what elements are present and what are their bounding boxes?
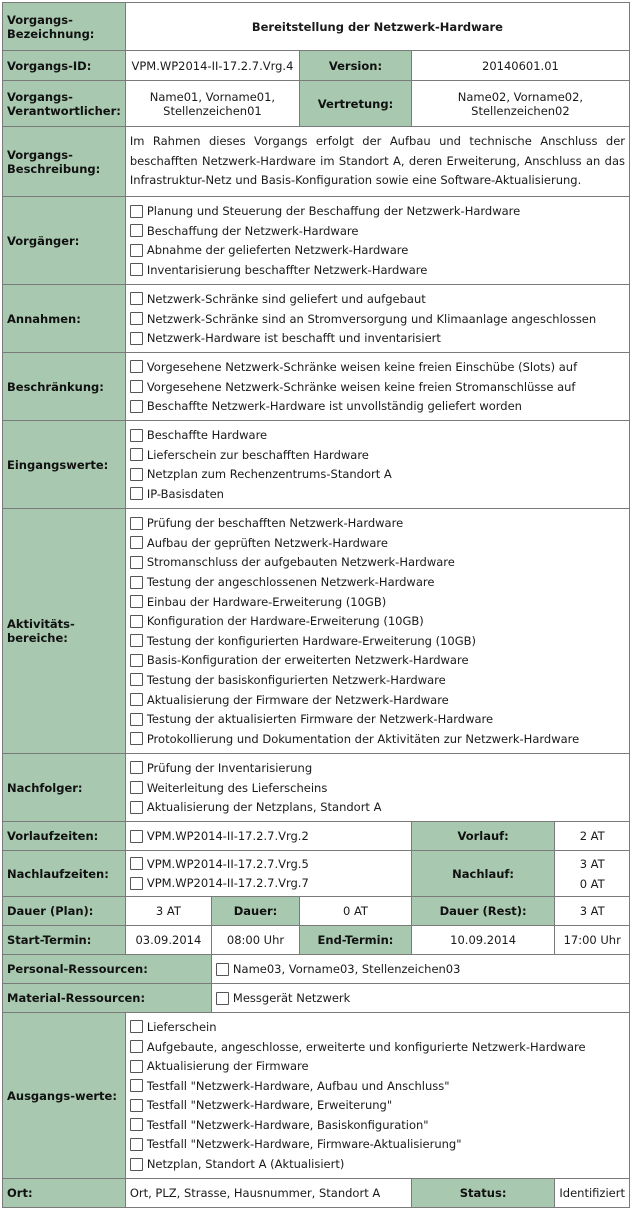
checkbox-label: VPM.WP2014-II-17.2.7.Vrg.2	[146, 829, 309, 843]
checkbox-item[interactable]	[130, 533, 625, 553]
checkbox-label: Aktualisierung der Netzplans, Standort A	[146, 800, 382, 815]
checkbox[interactable]	[130, 244, 143, 257]
checkbox-item[interactable]	[130, 651, 625, 671]
row-personal	[3, 955, 630, 984]
checkbox-label: Prüfung der Inventarisierung	[146, 760, 313, 775]
checkbox-item[interactable]	[130, 874, 407, 894]
label-personal: Personal-Ressourcen:	[3, 955, 212, 984]
value-vorlauf: 2 AT	[555, 822, 630, 851]
row-vorlaufzeiten	[3, 822, 630, 851]
checkbox[interactable]	[130, 830, 143, 843]
label-eingangswerte: Eingangswerte:	[3, 421, 126, 509]
checkbox-item[interactable]	[130, 758, 625, 778]
checkbox-item[interactable]	[130, 484, 625, 504]
checkbox[interactable]	[130, 332, 143, 345]
checkbox-label: VPM.WP2014-II-17.2.7.Vrg.5	[146, 856, 309, 871]
label-dauer-plan: Dauer (Plan):	[3, 897, 126, 926]
label-start-termin: Start-Termin:	[3, 926, 126, 955]
row-vorgaenger	[3, 197, 630, 285]
checkbox[interactable]	[130, 312, 143, 325]
value-dauer-plan: 3 AT	[125, 897, 211, 926]
checkbox[interactable]	[130, 595, 143, 608]
checkbox-label: Weiterleitung des Lieferscheins	[146, 780, 328, 795]
checkbox-item[interactable]	[130, 396, 625, 416]
checkbox-item[interactable]	[130, 465, 625, 485]
checkbox-item[interactable]	[130, 260, 625, 280]
checkbox-item[interactable]	[130, 826, 407, 846]
row-nachlaufzeiten	[3, 851, 630, 897]
checkbox[interactable]	[130, 761, 143, 774]
checkbox-item[interactable]	[130, 328, 625, 348]
value-nachlauf-2: 0 AT	[579, 876, 605, 891]
checkbox-label: Testfall "Netzwerk-Hardware, Aufbau und Anschluss"	[146, 1078, 450, 1093]
checkbox-item[interactable]	[130, 1154, 625, 1174]
label-vorlauf: Vorlauf:	[411, 822, 555, 851]
label-ort: Ort:	[3, 1179, 126, 1208]
checkbox-item[interactable]	[130, 709, 625, 729]
checkbox-item[interactable]	[130, 797, 625, 817]
checkbox-label: Protokollierung und Dokumentation der Aktivitäten zur Netzwerk-Hardware	[146, 731, 580, 746]
checkbox-label: VPM.WP2014-II-17.2.7.Vrg.7	[146, 876, 309, 891]
label-vertretung: Vertretung:	[300, 81, 412, 127]
checkbox[interactable]	[130, 781, 143, 794]
beschraenkung-list	[130, 357, 625, 416]
material-list	[216, 988, 625, 1008]
checkbox[interactable]	[130, 576, 143, 589]
checkbox[interactable]	[216, 992, 229, 1005]
row-beschraenkung	[3, 353, 630, 421]
checkbox-item[interactable]	[130, 445, 625, 465]
checkbox-label: Basis-Konfiguration der erweiterten Netzwerk-Hardware	[146, 653, 469, 668]
label-aktivitaetsbereiche: Aktivitäts-bereiche:	[3, 509, 126, 754]
label-nachlaufzeiten: Nachlaufzeiten:	[3, 851, 126, 897]
value-id: VPM.WP2014-II-17.2.7.Vrg.4	[125, 51, 299, 81]
label-dauer-rest: Dauer (Rest):	[411, 897, 555, 926]
row-ort	[3, 1179, 630, 1208]
checkbox-item[interactable]	[130, 357, 625, 377]
checkbox[interactable]	[130, 429, 143, 442]
checkbox-label: Stromanschluss der aufgebauten Netzwerk-Hardware	[146, 555, 455, 570]
checkbox-item[interactable]	[130, 854, 407, 874]
vorgaenger-list	[130, 201, 625, 279]
checkbox[interactable]	[130, 380, 143, 393]
checkbox[interactable]	[130, 732, 143, 745]
value-dauer-rest: 3 AT	[555, 897, 630, 926]
checkbox-label: Aufbau der geprüften Netzwerk-Hardware	[146, 535, 388, 550]
checkbox-item[interactable]	[130, 309, 625, 329]
checkbox[interactable]	[130, 877, 143, 890]
checkbox[interactable]	[216, 963, 229, 976]
checkbox[interactable]	[130, 857, 143, 870]
checkbox-item[interactable]	[130, 572, 625, 592]
aktivitaeten-list	[130, 513, 625, 748]
checkbox-label: Testung der angeschlossenen Netzwerk-Hardware	[146, 575, 435, 590]
checkbox-label: Testung der konfigurierten Hardware-Erweiterung (10GB)	[146, 633, 477, 648]
checkbox-label: Testfall "Netzwerk-Hardware, Basiskonfiguration"	[146, 1117, 429, 1132]
checkbox-label: Aktualisierung der Firmware	[146, 1059, 309, 1074]
checkbox-item[interactable]	[130, 241, 625, 261]
checkbox-item[interactable]	[130, 1115, 625, 1135]
annahmen-list	[130, 289, 625, 348]
checkbox[interactable]	[130, 1060, 143, 1073]
personal-list	[216, 959, 625, 979]
label-id: Vorgangs-ID:	[3, 51, 126, 81]
value-start-uhr: 08:00 Uhr	[211, 926, 299, 955]
value-nachlauf-1: 3 AT	[579, 856, 605, 871]
row-material	[3, 984, 630, 1013]
checkbox[interactable]	[130, 292, 143, 305]
checkbox-item[interactable]	[130, 425, 625, 445]
checkbox-item[interactable]	[216, 959, 625, 979]
checkbox-item[interactable]	[130, 1037, 625, 1057]
checkbox[interactable]	[130, 801, 143, 814]
checkbox[interactable]	[130, 468, 143, 481]
row-verantwortlicher	[3, 81, 630, 127]
label-vorgaenger: Vorgänger:	[3, 197, 126, 285]
checkbox[interactable]	[130, 556, 143, 569]
value-start-datum: 03.09.2014	[125, 926, 211, 955]
row-aktivitaeten	[3, 509, 630, 754]
checkbox[interactable]	[130, 448, 143, 461]
label-beschreibung: Vorgangs-Beschreibung:	[3, 127, 126, 197]
checkbox-item[interactable]	[130, 592, 625, 612]
label-vorlaufzeiten: Vorlaufzeiten:	[3, 822, 126, 851]
checkbox-label: Netzplan, Standort A (Aktualisiert)	[146, 1157, 345, 1172]
checkbox-item[interactable]	[130, 553, 625, 573]
checkbox-label: Einbau der Hardware-Erweiterung (10GB)	[146, 594, 387, 609]
checkbox[interactable]	[130, 1138, 143, 1151]
row-id	[3, 51, 630, 81]
row-termine	[3, 926, 630, 955]
vorlaufzeiten-list	[130, 826, 407, 846]
checkbox-label: Beschaffung der Netzwerk-Hardware	[146, 223, 359, 238]
label-nachfolger: Nachfolger:	[3, 754, 126, 822]
label-verantwortlicher: Vorgangs-Verantwortlicher:	[3, 81, 126, 127]
checkbox-item[interactable]	[130, 631, 625, 651]
checkbox-label: Netzplan zum Rechenzentrums-Standort A	[146, 467, 392, 482]
checkbox-item[interactable]	[130, 611, 625, 631]
label-beschraenkung: Beschränkung:	[3, 353, 126, 421]
checkbox-item[interactable]	[130, 729, 625, 749]
checkbox-item[interactable]	[130, 289, 625, 309]
nachfolger-list	[130, 758, 625, 817]
row-nachfolger	[3, 754, 630, 822]
checkbox[interactable]	[130, 536, 143, 549]
checkbox-label: Netzwerk-Schränke sind an Stromversorgung und Klimaanlage angeschlossen	[146, 311, 597, 326]
checkbox-item[interactable]	[216, 988, 625, 1008]
vorgangs-table	[2, 2, 630, 1208]
label-end-termin: End-Termin:	[300, 926, 412, 955]
checkbox-label: Beschaffte Hardware	[146, 428, 268, 443]
nachlaufzeiten-list	[130, 854, 407, 893]
checkbox[interactable]	[130, 360, 143, 373]
checkbox-label: Beschaffte Netzwerk-Hardware ist unvollständig geliefert worden	[146, 399, 522, 414]
checkbox-item[interactable]	[130, 513, 625, 533]
checkbox[interactable]	[130, 205, 143, 218]
checkbox[interactable]	[130, 634, 143, 647]
label-status: Status:	[459, 1186, 507, 1200]
checkbox-label: Aufgebaute, angeschlosse, erweiterte und konfigurierte Netzwerk-Hardware	[146, 1039, 586, 1054]
checkbox-label: Name03, Vorname03, Stellenzeichen03	[232, 962, 461, 976]
value-ort: Ort, PLZ, Strasse, Hausnummer, Standort A	[125, 1179, 411, 1208]
checkbox[interactable]	[130, 1118, 143, 1131]
value-status: Identifiziert	[555, 1179, 630, 1208]
ausgangswerte-list	[130, 1017, 625, 1174]
checkbox-item[interactable]	[130, 221, 625, 241]
row-beschreibung	[3, 127, 630, 197]
checkbox[interactable]	[130, 487, 143, 500]
checkbox-item[interactable]	[130, 377, 625, 397]
value-end-datum: 10.09.2014	[411, 926, 555, 955]
value-verantwortlicher: Name01, Vorname01, Stellenzeichen01	[125, 81, 299, 127]
checkbox-label: Inventarisierung beschaffter Netzwerk-Hardware	[146, 262, 428, 277]
row-annahmen	[3, 285, 630, 353]
checkbox-item[interactable]	[130, 1096, 625, 1116]
row-ausgangswerte	[3, 1013, 630, 1179]
checkbox-label: Testung der aktualisierten Firmware der Netzwerk-Hardware	[146, 712, 494, 727]
checkbox-label: Konfiguration der Hardware-Erweiterung (10GB)	[146, 614, 424, 629]
checkbox-label: Abnahme der gelieferten Netzwerk-Hardware	[146, 243, 409, 258]
checkbox[interactable]	[130, 517, 143, 530]
row-dauer	[3, 897, 630, 926]
label-bezeichnung: Vorgangs-Bezeichnung:	[3, 3, 126, 51]
checkbox-item[interactable]	[130, 1135, 625, 1155]
checkbox[interactable]	[130, 713, 143, 726]
checkbox-label: Lieferschein zur beschafften Hardware	[146, 447, 369, 462]
row-eingangswerte	[3, 421, 630, 509]
checkbox[interactable]	[130, 1020, 143, 1033]
checkbox-label: Planung und Steuerung der Beschaffung der Netzwerk-Hardware	[146, 204, 521, 219]
label-dauer: Dauer:	[211, 897, 299, 926]
checkbox[interactable]	[130, 263, 143, 276]
checkbox-label: Vorgesehene Netzwerk-Schränke weisen keine freien Stromanschlüsse auf	[146, 379, 576, 394]
checkbox-label: IP-Basisdaten	[146, 486, 224, 501]
checkbox-label: Testfall "Netzwerk-Hardware, Firmware-Aktualisierung"	[146, 1137, 462, 1152]
checkbox[interactable]	[130, 615, 143, 628]
checkbox-label: Prüfung der beschafften Netzwerk-Hardware	[146, 516, 404, 531]
checkbox[interactable]	[130, 1040, 143, 1053]
value-beschreibung: Im Rahmen dieses Vorgangs erfolgt der Aufbau und technische Anschluss der beschafften Netzwerk-Hardware im Standort A, deren Erweiterung, Anschluss an das Infrastruktur-Netz und Basis-Konfiguration sowie eine Software-Aktualisierung.	[125, 127, 629, 197]
checkbox[interactable]	[130, 654, 143, 667]
value-bezeichnung: Bereitstellung der Netzwerk-Hardware	[125, 3, 629, 51]
checkbox-label: Testfall "Netzwerk-Hardware, Erweiterung"	[146, 1098, 393, 1113]
label-material: Material-Ressourcen:	[3, 984, 212, 1013]
checkbox-label: Vorgesehene Netzwerk-Schränke weisen keine freien Einschübe (Slots) auf	[146, 359, 578, 374]
checkbox-item[interactable]	[130, 670, 625, 690]
checkbox-label: Messgerät Netzwerk	[232, 991, 351, 1005]
checkbox-item[interactable]	[130, 1056, 625, 1076]
checkbox-label: Lieferschein	[146, 1019, 217, 1034]
checkbox-label: Netzwerk-Schränke sind geliefert und aufgebaut	[146, 291, 426, 306]
checkbox[interactable]	[130, 1158, 143, 1171]
checkbox-item[interactable]	[130, 201, 625, 221]
row-bezeichnung	[3, 3, 630, 51]
label-annahmen: Annahmen:	[3, 285, 126, 353]
checkbox-item[interactable]	[130, 1017, 625, 1037]
label-version: Version:	[300, 51, 412, 81]
checkbox[interactable]	[130, 224, 143, 237]
checkbox[interactable]	[130, 400, 143, 413]
checkbox-label: Netzwerk-Hardware ist beschafft und inventarisiert	[146, 331, 441, 346]
checkbox-label: Aktualisierung der Firmware der Netzwerk-Hardware	[146, 692, 449, 707]
value-version: 20140601.01	[411, 51, 629, 81]
checkbox-item[interactable]	[130, 690, 625, 710]
checkbox[interactable]	[130, 673, 143, 686]
value-end-uhr: 17:00 Uhr	[555, 926, 630, 955]
value-vertretung: Name02, Vorname02, Stellenzeichen02	[411, 81, 629, 127]
checkbox-item[interactable]	[130, 1076, 625, 1096]
value-dauer: 0 AT	[300, 897, 412, 926]
checkbox-item[interactable]	[130, 778, 625, 798]
label-nachlauf: Nachlauf:	[411, 851, 555, 897]
checkbox[interactable]	[130, 1099, 143, 1112]
checkbox[interactable]	[130, 693, 143, 706]
checkbox[interactable]	[130, 1079, 143, 1092]
eingangswerte-list	[130, 425, 625, 503]
label-ausgangswerte: Ausgangs-werte:	[3, 1013, 126, 1179]
checkbox-label: Testung der basiskonfigurierten Netzwerk-Hardware	[146, 672, 446, 687]
